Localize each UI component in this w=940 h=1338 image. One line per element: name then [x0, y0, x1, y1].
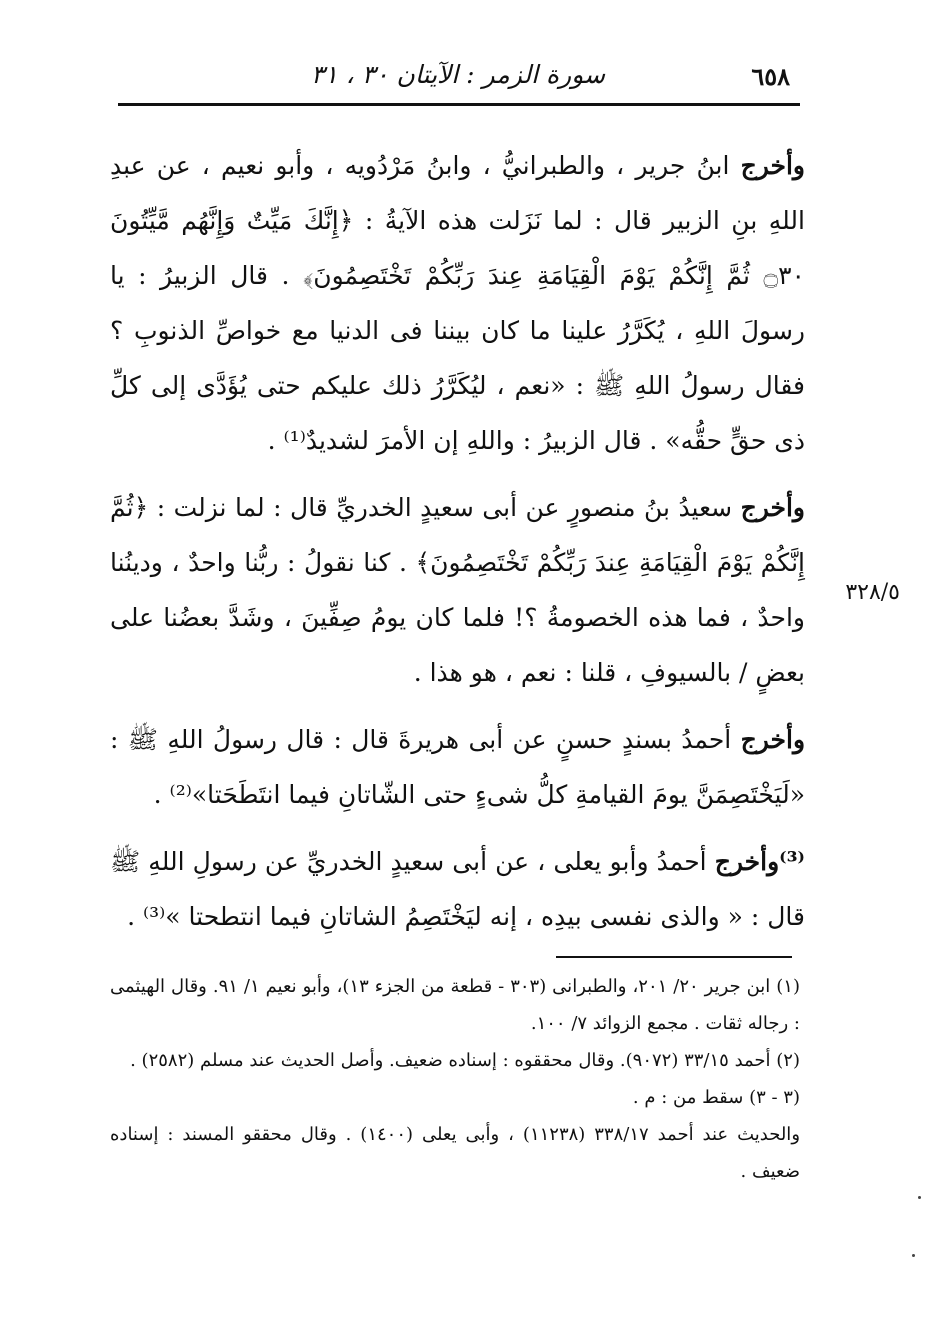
- paragraph-lead: ⁽³⁾وأخرج: [714, 847, 805, 876]
- scan-speck: [912, 1254, 915, 1257]
- footnote-rule: [556, 956, 792, 958]
- paragraph: [110, 480, 805, 700]
- paragraph-text: ابنُ جرير ، والطبرانيُّ ، وابنُ مَرْدُويه ، وأبو نعيم ، عن عبدِ اللهِ بنِ الزبير قال : لما نَزَلت هذه الآيةُ : ﴿إِنَّكَ مَيِّتٌ وَإِنَّهُم مَّيِّتُونَ ۝٣٠ ثُمَّ إِنَّكُمْ يَوْمَ الْقِيَامَةِ عِندَ رَبِّكُمْ تَخْتَصِمُونَ﴾ . قال الزبيرُ : يا رسولَ اللهِ ، يُكَرَّرُ علينا ما كان بيننا فى الدنيا مع خواصِّ الذنوبِ ؟ فقال رسولُ اللهِ ﷺ : «نعم ، ليُكَرَّرُ ذلك عليكم حتى يُؤَدَّى إلى كلِّ ذى حقٍّ حقُّه» . قال الزبيرُ : واللهِ إن الأمرَ لشديدٌ⁽¹⁾ .: [110, 151, 805, 455]
- paragraph: [110, 834, 805, 944]
- main-text: [110, 138, 805, 956]
- footnote: والحديث عند أحمد ٣٣٨/١٧ (١١٢٣٨) ، وأبى يعلى (١٤٠٠) . وقال محققو المسند : إسناده ضعيف .: [110, 1124, 801, 1182]
- paragraph: [110, 712, 805, 822]
- page-header: [118, 50, 798, 100]
- scan-speck: [918, 1196, 921, 1199]
- paragraph-lead: وأخرج: [740, 493, 805, 522]
- paragraph-lead: وأخرج: [740, 151, 805, 180]
- paragraph-text: أحمدُ وأبو يعلى ، عن أبى سعيدٍ الخدريِّ عن رسولِ اللهِ ﷺ قال : « والذى نفسى بيدِه ، إنه ليَخْتَصِمُ الشاتانِ فيما انتطحتا »⁽³⁾ .: [110, 847, 805, 931]
- footnote: (٣ - ٣) سقط من : م .: [632, 1087, 800, 1108]
- paragraph-text: سعيدُ بنُ منصورٍ عن أبى سعيدٍ الخدريِّ قال : لما نزلت : ﴿ثُمَّ إِنَّكُمْ يَوْمَ الْقِيَامَةِ عِندَ رَبِّكُمْ تَخْتَصِمُونَ﴾ . كنا نقولُ : ربُّنا واحدٌ ، ودينُنا واحدٌ ، فما هذه الخصومةُ ؟! فلما كان يومُ صِفِّينَ ، وشَدَّ بعضُنا على بعضٍ / بالسيوفِ ، قلنا : نعم ، هو هذا .: [110, 493, 805, 687]
- paragraph-lead: وأخرج: [740, 725, 806, 754]
- running-title: سورة الزمر : الآيتان ٣٠ ، ٣١: [310, 60, 606, 89]
- paragraph-text: أحمدُ بسندٍ حسنٍ عن أبى هريرةَ قال : قال رسولُ اللهِ ﷺ : «لَيَخْتَصِمَنَّ يومَ القيامةِ كلُّ شىءٍ حتى الشّاتانِ فيما انتَطَحَتا»⁽²⁾ .: [110, 725, 805, 809]
- footnote: (١) ابن جرير ٢٠/ ٢٠١، والطبرانى (٣٠٣ - قطعة من الجزء ١٣)، وأبو نعيم ١/ ٩١. وقال الهيثمى : رجاله ثقات . مجمع الزوائد ٧/ ١٠٠.: [110, 976, 800, 1034]
- margin-reference: ٣٢٨/٥: [845, 580, 900, 605]
- footnotes: [110, 968, 800, 1190]
- header-rule: [118, 103, 800, 106]
- paragraph: [110, 138, 805, 468]
- page-number: ٦٥٨: [751, 62, 790, 91]
- footnote: (٢) أحمد ٣٣/١٥ (٩٠٧٢). وقال محققوه : إسناده ضعيف. وأصل الحديث عند مسلم (٢٥٨٢) .: [130, 1050, 800, 1071]
